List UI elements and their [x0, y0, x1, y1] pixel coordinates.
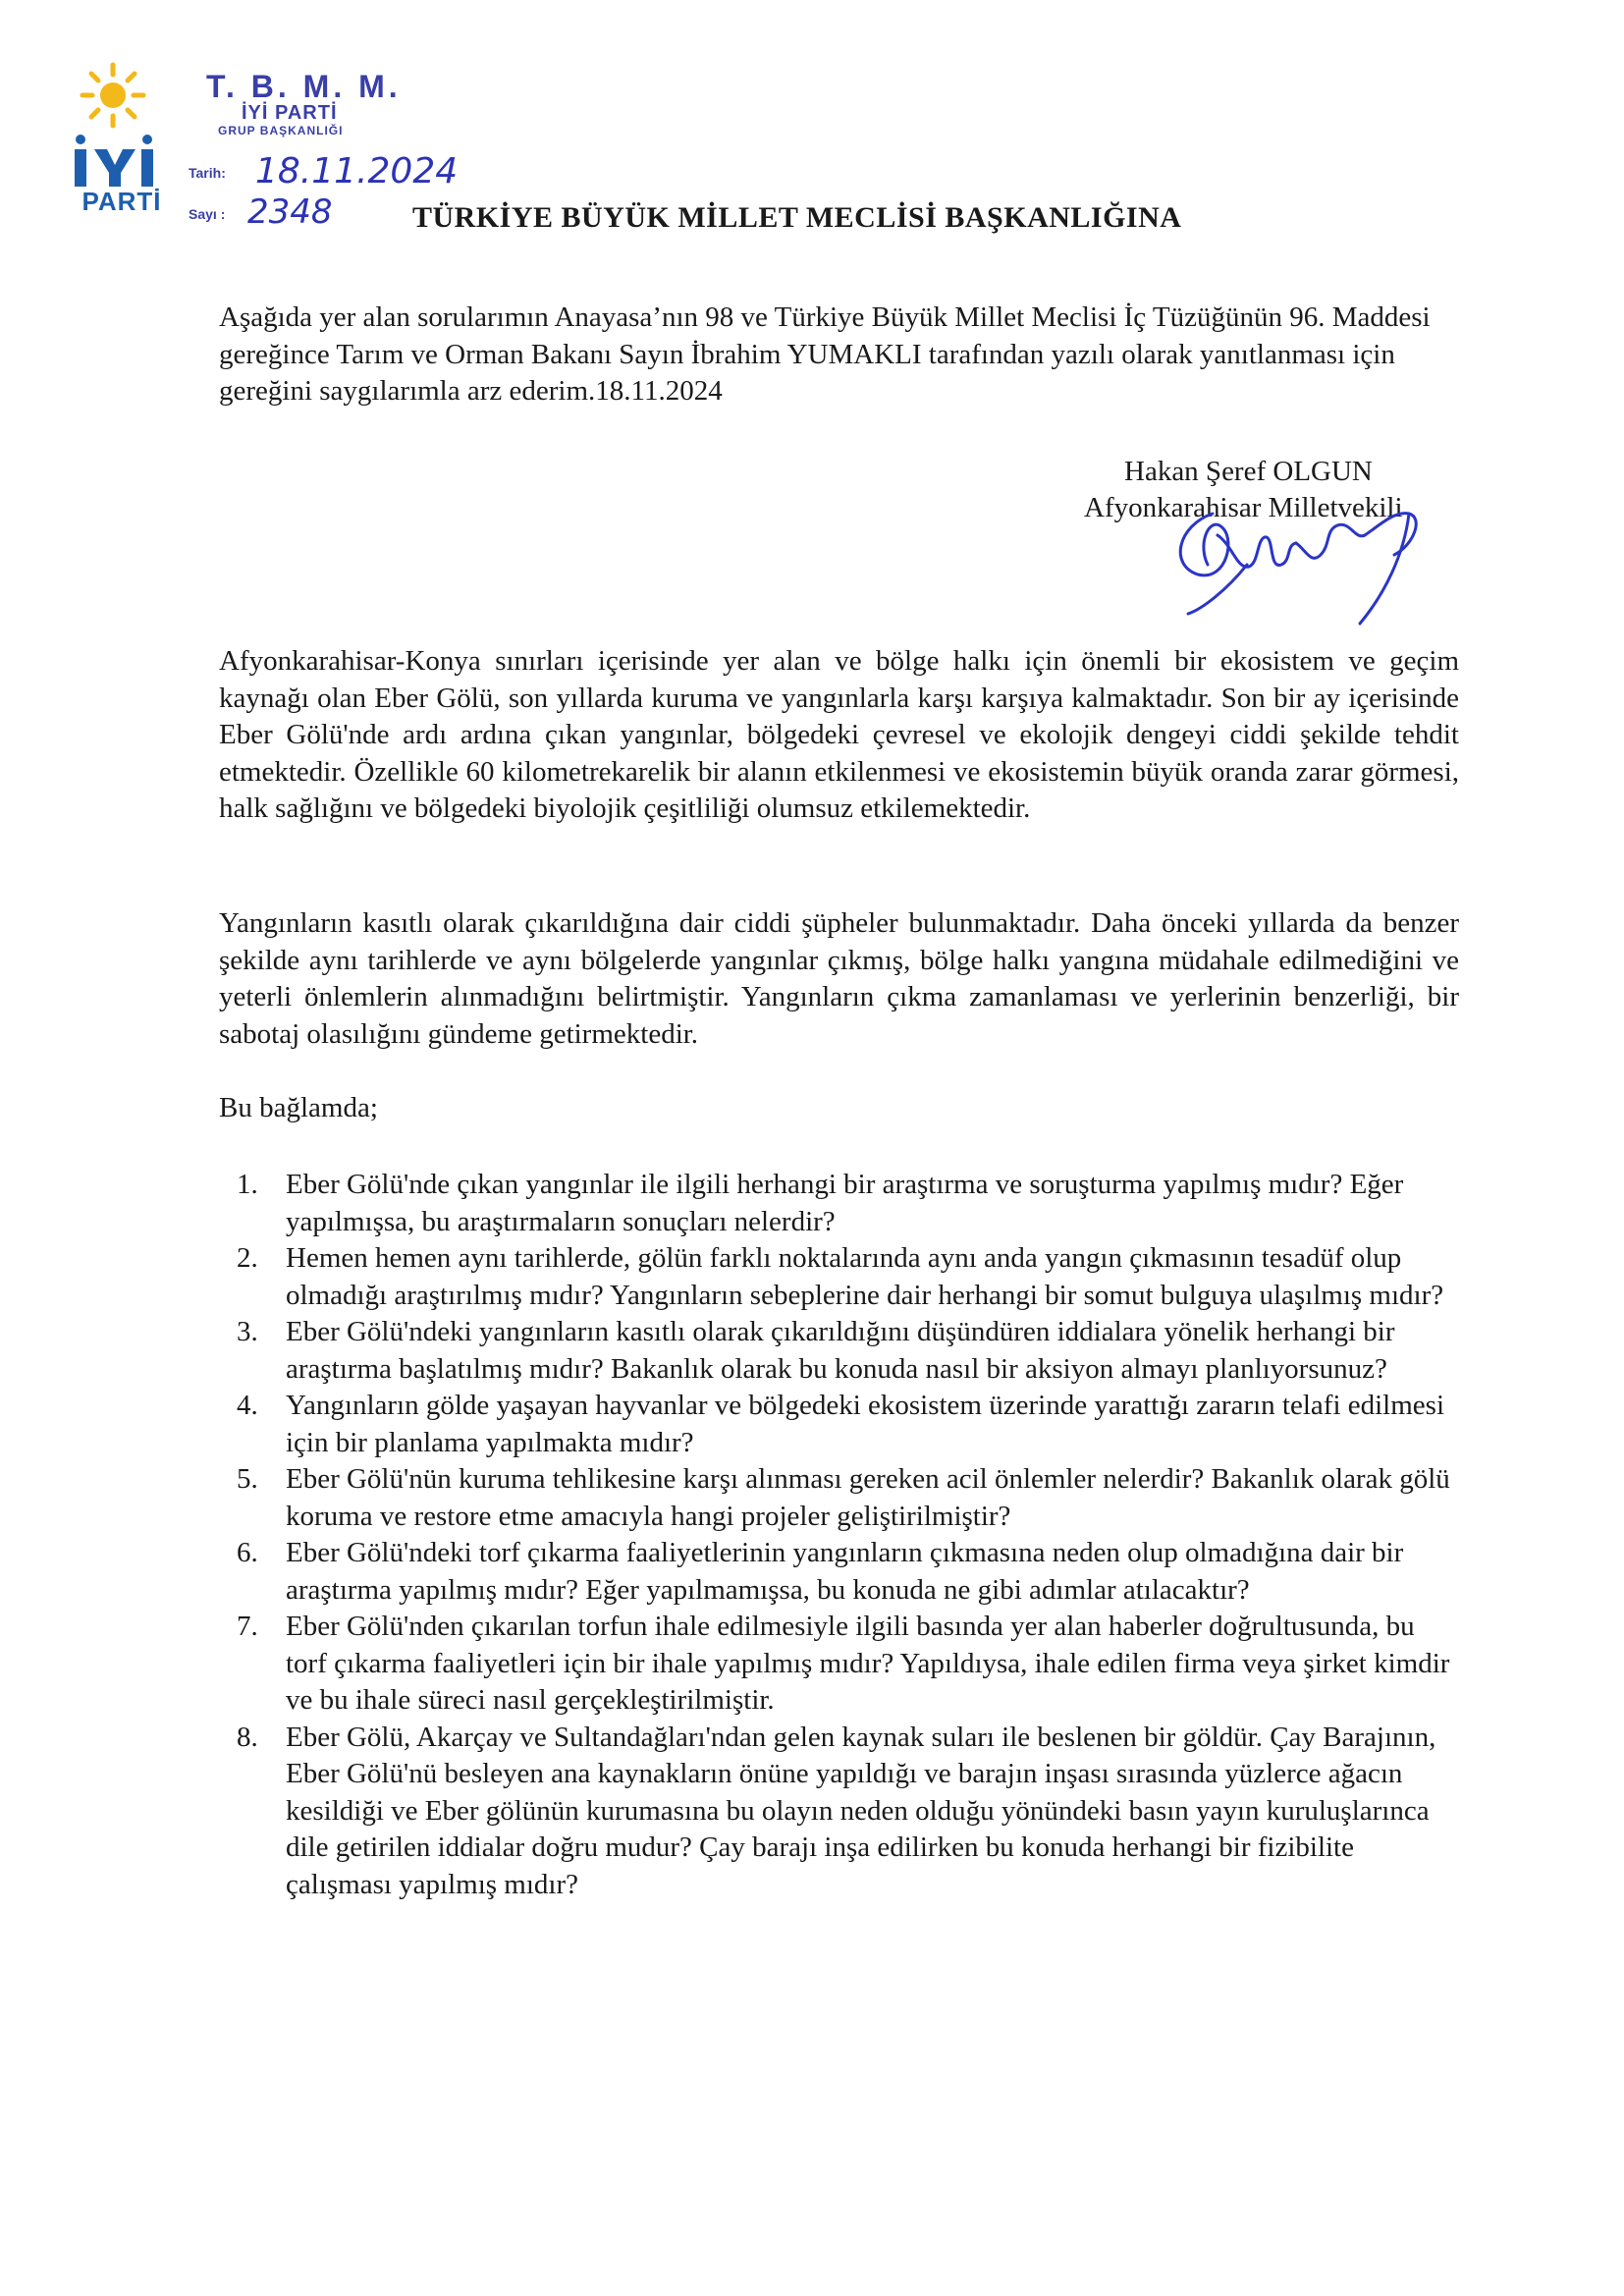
question-text: Yangınların gölde yaşayan hayvanlar ve bölgedeki ekosistem üzerinde yarattığı zararın telafi edilmesi için bir planlama yapılmakta mıdır? — [286, 1390, 1445, 1458]
stamp-date-label: Tarih: — [189, 165, 226, 181]
question-number: 8. — [237, 1721, 258, 1753]
list-item — [219, 1240, 1459, 1314]
question-text: Eber Gölü'ndeki torf çıkarma faaliyetlerinin yangınların çıkmasına neden olup olmadığına dair bir araştırma yapılmış mıdır? Eğer yapılmamışsa, bu konuda ne gibi adımlar atılacaktır? — [286, 1537, 1404, 1606]
list-item — [219, 1535, 1459, 1609]
question-number: 1. — [237, 1169, 258, 1200]
list-item — [219, 1314, 1459, 1388]
list-item — [219, 1720, 1459, 1904]
list-item — [219, 1461, 1459, 1535]
list-item — [219, 1609, 1459, 1720]
question-text: Eber Gölü'ndeki yangınların kasıtlı olarak çıkarıldığını düşündüren iddialara yönelik herhangi bir araştırma başlatılmış mıdır? Bakanlık olarak bu konuda nasıl bir aksiyon almayı planlıyorsunuz? — [286, 1316, 1395, 1385]
question-text: Hemen hemen aynı tarihlerde, gölün farklı noktalarında aynı anda yangın çıkmasının tesadüf olup olmadığı araştırılmış mıdır? Yangınların sebeplerine dair herhangi bir somut bulguya ulaşılmış mıdır? — [286, 1242, 1444, 1311]
stamp-party: İYİ PARTİ — [242, 102, 338, 124]
document-heading: TÜRKİYE BÜYÜK MİLLET MECLİSİ BAŞKANLIĞINA — [412, 201, 1182, 234]
question-number: 7. — [237, 1611, 258, 1642]
questions-list — [219, 1167, 1459, 1903]
question-number: 2. — [237, 1242, 258, 1274]
question-text: Eber Gölü'nün kuruma tehlikesine karşı alınması gereken acil önlemler nelerdir? Bakanlık olarak gölü koruma ve restore etme amacıyla hangi projeler geliştirilmiştir? — [286, 1463, 1450, 1532]
stamp-office: GRUP BAŞKANLIĞI — [218, 124, 344, 137]
receipt-stamp — [169, 69, 459, 241]
logo-text: PARTİ — [81, 187, 162, 216]
party-logo — [69, 61, 177, 238]
handwritten-signature — [1159, 496, 1453, 633]
stamp-number-label: Sayı : — [189, 206, 226, 222]
question-text: Eber Gölü'nde çıkan yangınlar ile ilgili herhangi bir araştırma ve soruşturma yapılmış mıdır? Eğer yapılmışsa, bu araştırmaların sonuçları nelerdir? — [286, 1169, 1404, 1237]
question-number: 5. — [237, 1463, 258, 1495]
body-paragraph-2: Yangınların kasıtlı olarak çıkarıldığına dair ciddi şüpheler bulunmaktadır. Daha önceki yıllarda da benzer şekilde aynı tarihlerde ve aynı bölgelerde yangınlar çıkmış, bölge halkı yangına müdahale edilmediğini ve yeterli önlemlerin alınmadığını belirtmiştir. Yangınların çıkma zamanlaması ve yerlerinin benzerliği, bir sabotaj olasılığını gündeme getirmektedir. — [219, 907, 1459, 1050]
question-number: 4. — [237, 1390, 258, 1421]
list-item — [219, 1167, 1459, 1240]
stamp-number-value: 2348 — [247, 192, 333, 232]
list-item — [219, 1388, 1459, 1461]
context-line: Bu bağlamda; — [219, 1092, 378, 1123]
stamp-title: T. B. M. M. — [206, 69, 402, 104]
stamp-date-value: 18.11.2024 — [255, 151, 459, 191]
sun-logo-icon — [69, 61, 177, 189]
signatory-name: Hakan Şeref OLGUN — [1124, 456, 1373, 487]
question-number: 3. — [237, 1316, 258, 1347]
intro-paragraph: Aşağıda yer alan sorularımın Anayasa’nın 98 ve Türkiye Büyük Millet Meclisi İç Tüzüğünün 96. Maddesi gereğince Tarım ve Orman Bakanı Sayın İbrahim YUMAKLI tarafından yazılı olarak yanıtlanması için gereğini saygılarımla arz ederim.18.11.2024 — [219, 301, 1431, 407]
question-text: Eber Gölü'nden çıkarılan torfun ihale edilmesiyle ilgili basında yer alan haberler doğrultusunda, bu torf çıkarma faaliyetleri için bir ihale yapılmış mıdır? Yapıldıysa, ihale edilen firma veya şirket kimdir ve bu ihale süreci nasıl gerçekleştirilmiştir. — [286, 1611, 1450, 1716]
signatory-title: Afyonkarahisar Milletvekili — [1084, 492, 1403, 523]
question-text: Eber Gölü, Akarçay ve Sultandağları'ndan gelen kaynak suları ile beslenen bir göldür. Çay Barajının, Eber Gölü'nü besleyen ana kaynakların önüne yapıldığı ve barajın inşası sırasında yüzlerce ağacın kesildiği ve Eber gölünün kurumasına bu olayın neden olduğu yönündeki basın yayın kuruluşlarınca dile getirilen iddialar doğru mudur? Çay barajı inşa edilirken bu konuda herhangi bir fizibilite çalışması yapılmış mıdır? — [286, 1721, 1436, 1900]
question-number: 6. — [237, 1537, 258, 1568]
body-paragraph-1: Afyonkarahisar-Konya sınırları içerisinde yer alan ve bölge halkı için önemli bir ekosistem ve geçim kaynağı olan Eber Gölü, son yıllarda kuruma ve yangınlarla karşı karşıya kalmaktadır. Son bir ay içerisinde Eber Gölü'nde ardı ardına çıkan yangınlar, bölgedeki çevresel ve ekolojik dengeyi ciddi şekilde tehdit etmektedir. Özellikle 60 kilometrekarelik bir alanın etkilenmesi ve ekosistemin büyük oranda zarar görmesi, halk sağlığını ve bölgedeki biyolojik çeşitliliği olumsuz etkilemektedir. — [219, 645, 1459, 824]
